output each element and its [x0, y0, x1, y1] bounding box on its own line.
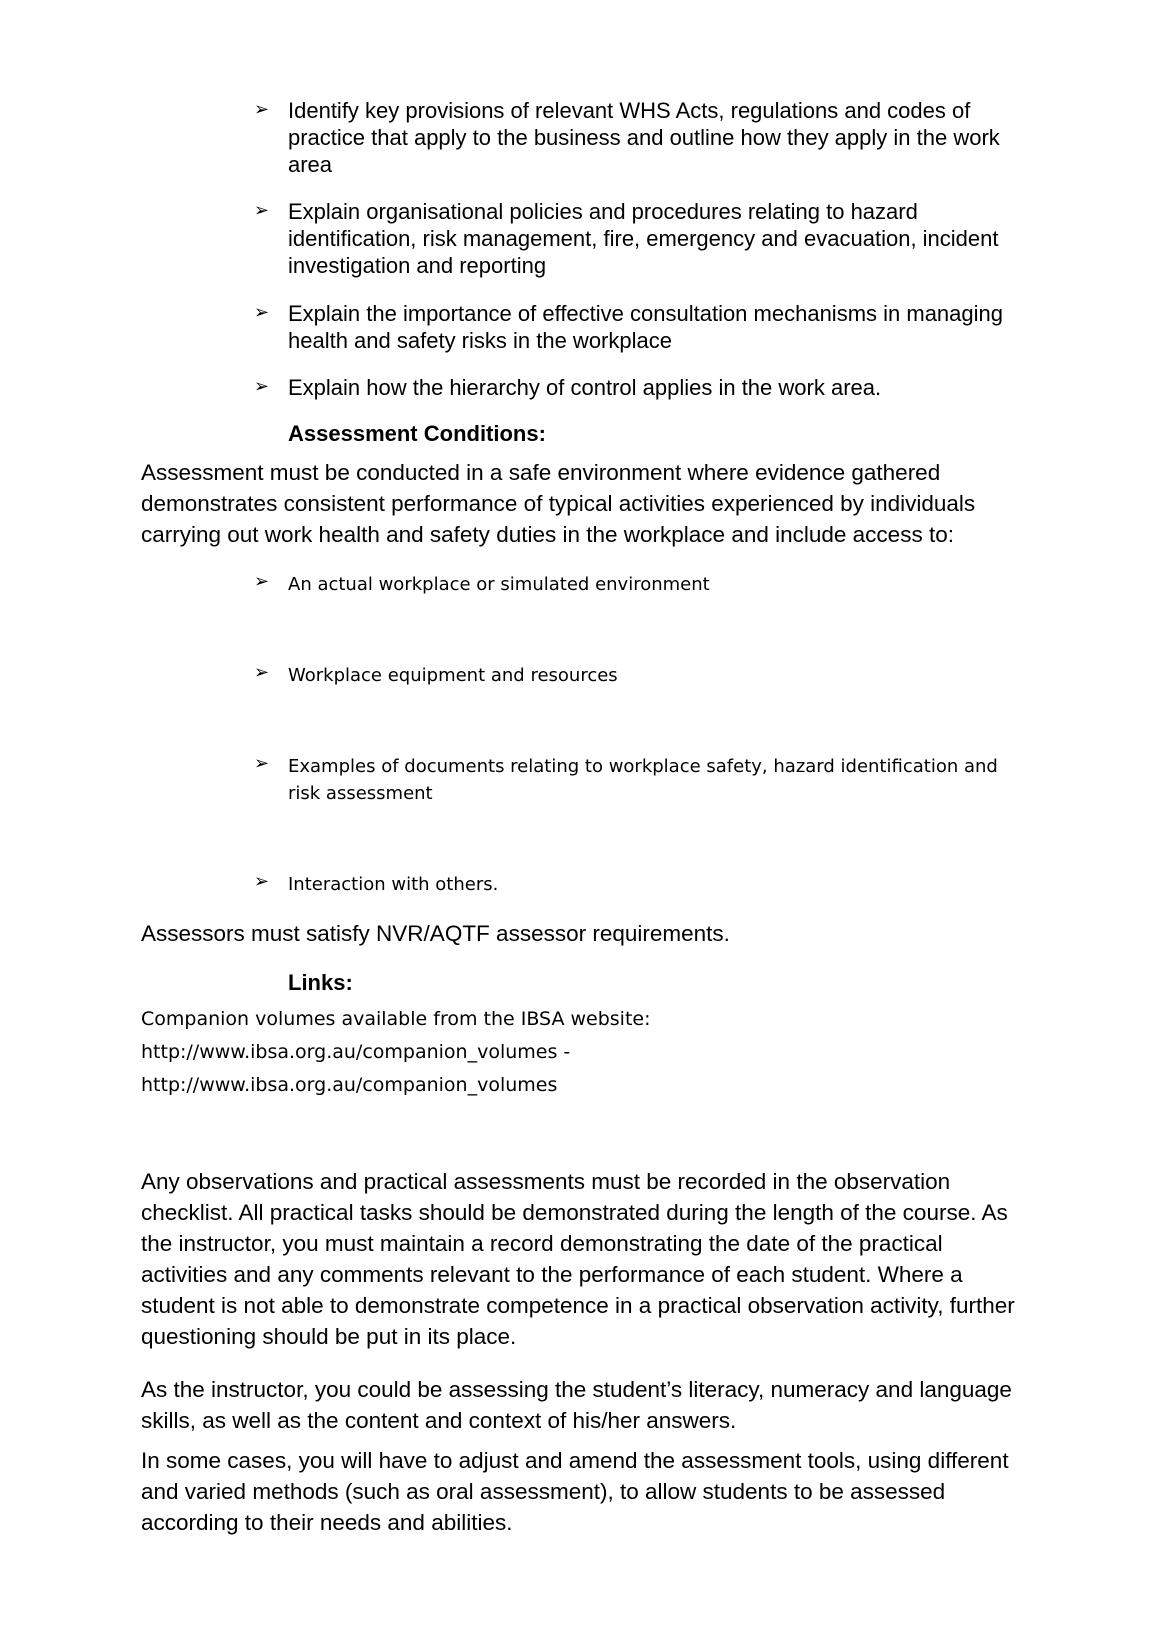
assessment-conditions-intro: Assessment must be conducted in a safe environment where evidence gathered demonstrates consistent performance of typical activities experienced by individuals carrying out work health and safety duties in the workplace and include access to: [141, 460, 976, 547]
arrow-bullet-icon: ➢ [254, 662, 270, 683]
objective-bullet [254, 97, 1024, 178]
links-heading: Links: [288, 970, 353, 995]
objective-bullet [254, 198, 1024, 279]
condition-text: Examples of documents relating to workplace safety, hazard identification and risk assessment [288, 756, 998, 804]
assessment-conditions-heading: Assessment Conditions: [288, 421, 546, 446]
links-block [141, 1003, 841, 1102]
arrow-bullet-icon: ➢ [254, 571, 270, 592]
objective-text: Identify key provisions of relevant WHS Acts, regulations and codes of practice that apply to the business and outline how they apply in the work area [288, 98, 1000, 177]
arrow-bullet-icon: ➢ [254, 753, 270, 774]
arrow-bullet-icon: ➢ [254, 302, 270, 323]
condition-bullet [254, 871, 1024, 898]
objective-bullet [254, 300, 1024, 354]
arrow-bullet-icon: ➢ [254, 871, 270, 892]
adjustment-paragraph: In some cases, you will have to adjust and amend the assessment tools, using different and varied methods (such as oral assessment), to allow students to be assessed according to their needs and abilities. [141, 1448, 1009, 1535]
observation-paragraph: Any observations and practical assessments must be recorded in the observation checklist. All practical tasks should be demonstrated during the length of the course. As the instructor, you must maintain a record demonstrating the date of the practical activities and any comments relevant to the performance of each student. Where a student is not able to demonstrate competence in a practical observation activity, further questioning should be put in its place. [141, 1169, 1015, 1349]
arrow-bullet-icon: ➢ [254, 200, 270, 221]
condition-bullet [254, 662, 1024, 689]
arrow-bullet-icon: ➢ [254, 376, 270, 397]
condition-text: Workplace equipment and resources [288, 665, 618, 686]
objective-bullet [254, 374, 1024, 401]
assessor-requirements: Assessors must satisfy NVR/AQTF assessor requirements. [141, 921, 730, 946]
companion-volumes-link[interactable]: http://www.ibsa.org.au/companion_volumes - [141, 1041, 571, 1063]
companion-volumes-text: Companion volumes available from the IBSA website: [141, 1008, 651, 1030]
condition-bullet [254, 571, 1024, 598]
objective-text: Explain how the hierarchy of control applies in the work area. [288, 375, 882, 400]
arrow-bullet-icon: ➢ [254, 99, 270, 120]
condition-bullet [254, 753, 1024, 807]
condition-text: An actual workplace or simulated environment [288, 574, 710, 595]
companion-volumes-link[interactable]: http://www.ibsa.org.au/companion_volumes [141, 1074, 558, 1096]
literacy-paragraph: As the instructor, you could be assessing the student’s literacy, numeracy and language skills, as well as the content and context of his/her answers. [141, 1377, 1012, 1433]
objective-text: Explain the importance of effective consultation mechanisms in managing health and safety risks in the workplace [288, 301, 1003, 353]
condition-text: Interaction with others. [288, 874, 499, 895]
objective-text: Explain organisational policies and procedures relating to hazard identification, risk management, fire, emergency and evacuation, incident investigation and reporting [288, 199, 999, 278]
